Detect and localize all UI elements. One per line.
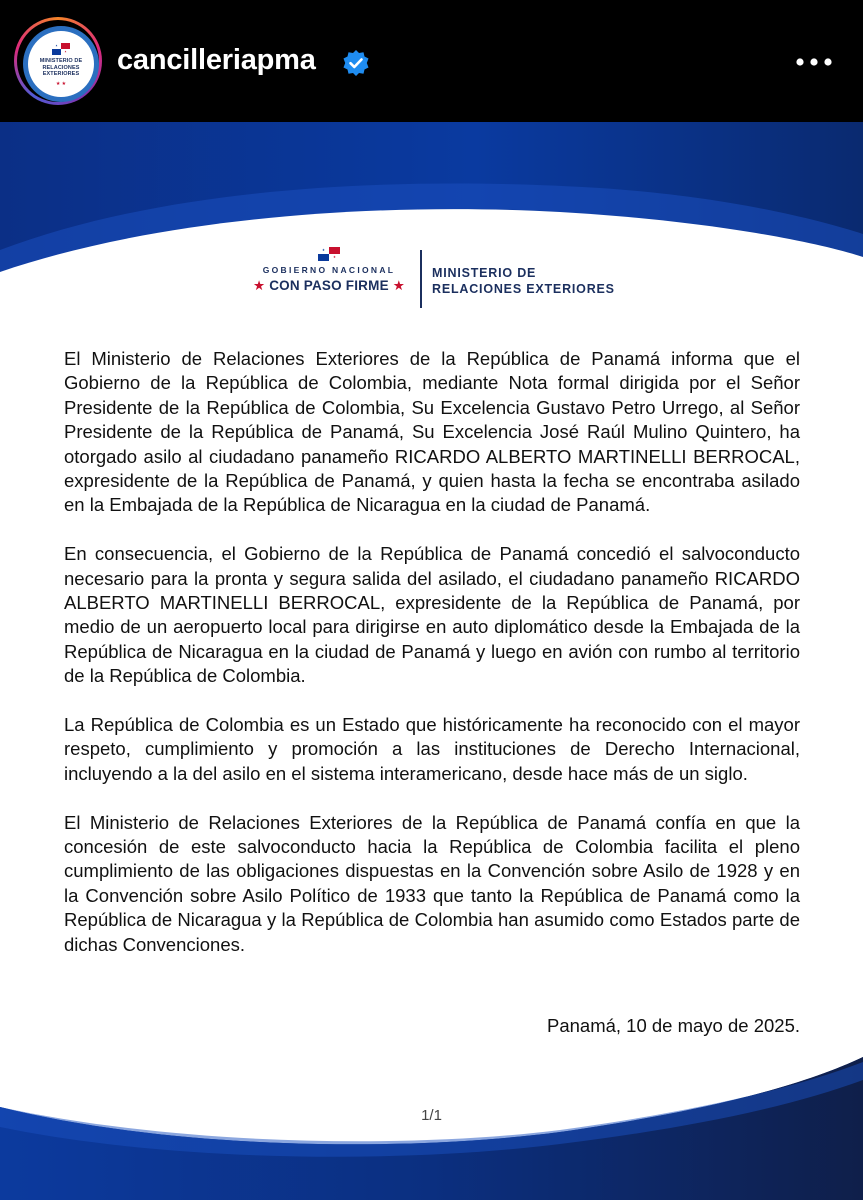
paragraph: El Ministerio de Relaciones Exteriores de la República de Panamá informa que el Gobierno de la República de Colombia, mediante Nota formal dirigida por el Señor Presidente de la República de Colombia, Su Excelencia Gustavo Petro Urrego, al Señor Presidente de la República de Panamá, Su Excelencia José Raúl Mulino Quintero, ha otorgado asilo al ciudadano panameño RICARDO ALBERTO MARTINELLI BERROCAL, expresidente de la República de Panamá, y quien hasta la fecha se encontraba asilado en la Embajada de la República de Nicaragua en la ciudad de Panamá. (64, 348, 800, 516)
ministry-name: MINISTERIO DE RELACIONES EXTERIORES (432, 266, 615, 296)
post-header (0, 0, 863, 122)
gov-slogan-main: ★ CON PASO FIRME ★ (252, 278, 406, 293)
username[interactable]: cancilleriapma (117, 44, 316, 76)
panama-flag-icon (52, 43, 70, 55)
gov-slogan-top: GOBIERNO NACIONAL (262, 265, 396, 275)
verified-badge-icon (343, 50, 369, 76)
statement-body (64, 347, 800, 982)
letterhead-divider (420, 250, 422, 308)
avatar-stars: ★ ★ (55, 81, 67, 87)
profile-avatar[interactable] (14, 17, 102, 105)
red-star-icon: ★ (252, 278, 266, 293)
paragraph: El Ministerio de Relaciones Exteriores de la República de Panamá confía en que la concesión de este salvoconducto hacia la República de Colombia facilita el pleno cumplimiento de las obligaciones dispuestas en la Convención sobre Asilo de 1928 y en la Convención sobre Asilo Político de 1933 que tanto la República de Panamá como la República de Nicaragua y la República de Colombia han asumido como Estados parte de dichas Convenciones. (64, 811, 800, 955)
avatar-caption: MINISTERIO DE RELACIONES EXTERIORES (39, 58, 83, 77)
document-image (0, 122, 863, 1200)
page-indicator: 1/1 (421, 1107, 442, 1124)
more-options-icon[interactable] (795, 57, 833, 67)
letterhead (250, 122, 630, 322)
red-star-icon: ★ (392, 278, 406, 293)
paragraph: La República de Colombia es un Estado que históricamente ha reconocido con el mayor respeto, cumplimiento y promoción a las instituciones de Derecho Internacional, incluyendo a la del asilo en el sistema interamericano, desde hace más de un siglo. (64, 714, 800, 784)
paragraph: En consecuencia, el Gobierno de la República de Panamá concedió el salvoconducto necesario para la pronta y segura salida del asilado, el ciudadano panameño RICARDO ALBERTO MARTINELLI BERROCAL, expresidente de la República de Panamá, por medio de un aeropuerto local para dirigirse en auto diplomático desde la Embajada de la República de Nicaragua en la ciudad de Panamá y luego en avión con rumbo al territorio de la República de Colombia. (64, 543, 800, 687)
statement-date: Panamá, 10 de mayo de 2025. (546, 1015, 800, 1036)
